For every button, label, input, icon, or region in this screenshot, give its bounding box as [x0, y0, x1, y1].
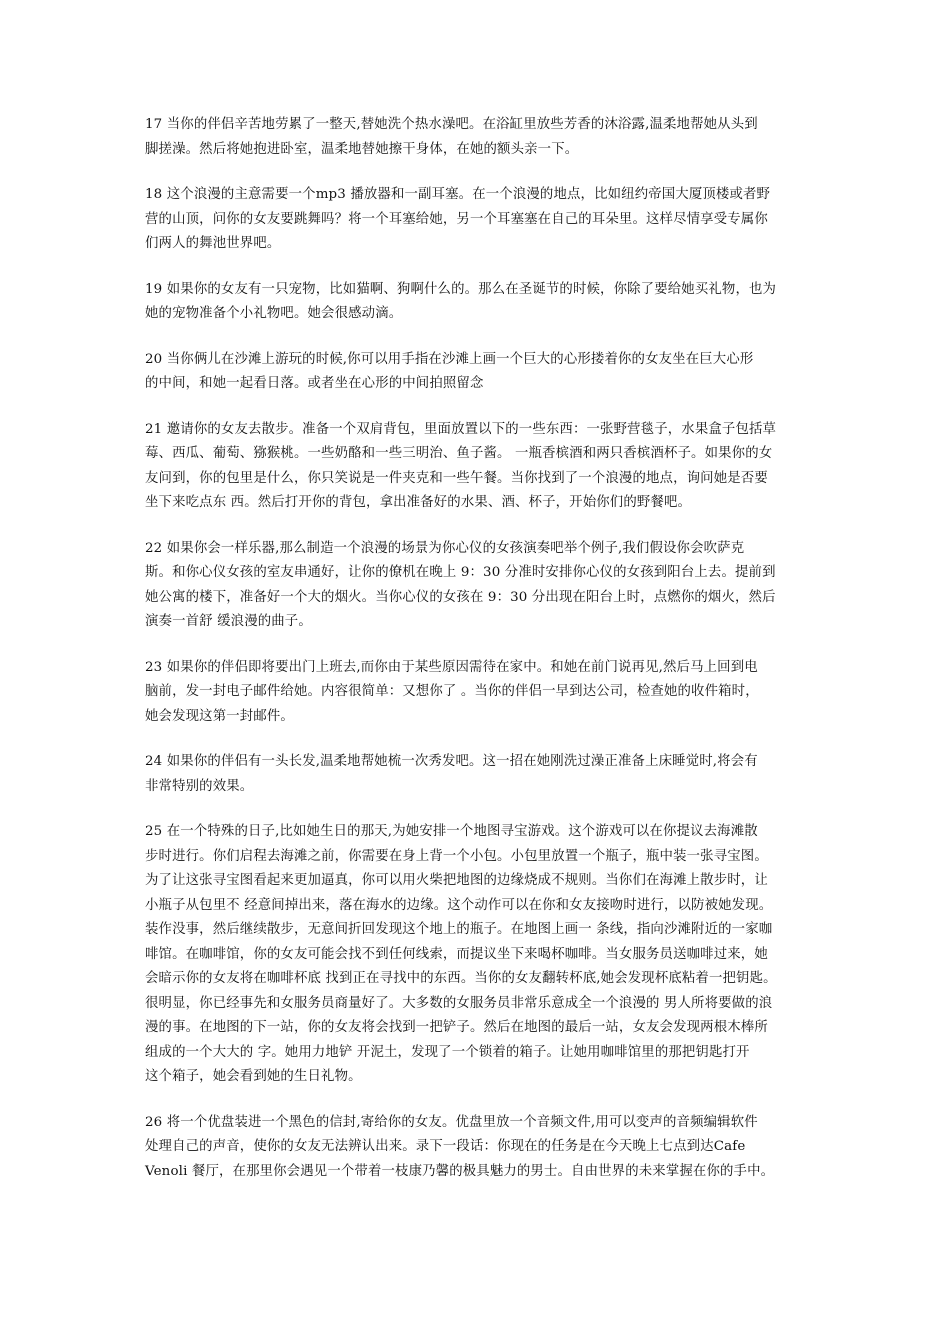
paragraph-21 [145, 418, 835, 516]
text-line: 营的山顶，问你的女友要跳舞吗？将一个耳塞给她，另一个耳塞塞在自己的耳朵里。这样尽情享受专属你 [145, 211, 768, 227]
text-line: 啡馆。在咖啡馆，你的女友可能会找不到任何线索，而提议坐下来喝杯咖啡。当女服务员送咖啡过来，她 [145, 946, 768, 962]
text-line: 装作没事，然后继续散步，无意间折回发现这个地上的瓶子。在地图上画一 条线，指向沙滩附近的一家咖 [145, 922, 773, 937]
text-line: 22 如果你会一样乐器,那么制造一个浪漫的场景为你心仪的女孩演奏吧举个例子,我们假设你会吹萨克 [145, 540, 745, 556]
text-line: 她的宠物准备个小礼物吧。她会很感动滴。 [145, 306, 403, 321]
text-line: 的中间，和她一起看日落。或者坐在心形的中间拍照留念 [145, 376, 484, 391]
text-line: 20 当你俩儿在沙滩上游玩的时候,你可以用手指在沙滩上画一个巨大的心形搂着你的女友坐在巨大心形 [145, 351, 754, 367]
document-body [145, 113, 835, 1205]
text-line: 19 如果你的女友有一只宠物，比如猫啊、狗啊什么的。那么在圣诞节的时候，你除了要给她买礼物，也为 [145, 281, 777, 297]
text-line: 会暗示你的女友将在咖啡杯底 找到正在寻找中的东西。当你的女友翻转杯底,她会发现杯底粘着一把钥匙。 [145, 971, 777, 986]
text-line: 17 当你的伴侣辛苦地劳累了一整天,替她洗个热水澡吧。在浴缸里放些芳香的沐浴露,温柔地帮她从头到 [145, 117, 758, 132]
paragraph-26 [145, 1111, 835, 1185]
paragraph-22 [145, 537, 835, 635]
text-line: 她公寓的楼下，准备好一个大的烟火。当你心仪的女孩在 9：30 分出现在阳台上时，点燃你的烟火，然后 [145, 589, 776, 605]
paragraph-18 [145, 183, 835, 257]
paragraph-19 [145, 278, 835, 327]
paragraph-25 [145, 820, 835, 1090]
text-line: 21 邀请你的女友去散步。准备一个双肩背包，里面放置以下的一些东西：一张野营毯子，水果盒子包括草 [145, 421, 777, 437]
text-line: 莓、西瓜、葡萄、猕猴桃。一些奶酪和一些三明治、鱼子酱。 一瓶香槟酒和两只香槟酒杯子。如果你的女 [145, 446, 773, 461]
text-line: 友问到，你的包里是什么，你只笑说是一件夹克和一些午餐。当你找到了一个浪漫的地点，询问她是否要 [145, 470, 768, 486]
text-line: 26 将一个优盘装进一个黑色的信封,寄给你的女友。优盘里放一个音频文件,用可以变声的音频编辑软件 [145, 1114, 758, 1130]
text-line: 处理自己的声音，使你的女友无法辨认出来。录下一段话：你现在的任务是在今天晚上七点到达Cafe [145, 1139, 746, 1154]
text-line: 脚搓澡。然后将她抱进卧室，温柔地替她擦干身体，在她的额头亲一下。 [145, 141, 579, 157]
text-line: 们两人的舞池世界吧。 [145, 236, 281, 251]
text-line: 25 在一个特殊的日子,比如她生日的那天,为她安排一个地图寻宝游戏。这个游戏可以在你提议去海滩散 [145, 824, 758, 839]
text-line: 坐下来吃点东 西。然后打开你的背包，拿出准备好的水果、酒、杯子，开始你们的野餐吧。 [145, 495, 692, 510]
text-line: Venoli 餐厅，在那里你会遇见一个带着一枝康乃馨的极具魅力的男士。自由世界的未来掌握在你的手中。 [145, 1163, 775, 1179]
text-line: 脑前，发一封电子邮件给她。内容很简单：又想你了 。当你的伴侣一早到达公司，检查她的收件箱时， [145, 684, 759, 699]
paragraph-17 [145, 113, 835, 162]
paragraph-23 [145, 656, 835, 730]
text-line: 为了让这张寻宝图看起来更加逼真，你可以用火柴把地图的边缘烧成不规则。当你们在海滩上散步时，让 [145, 873, 768, 888]
text-line: 斯。和你心仪女孩的室友串通好，让你的僚机在晚上 9：30 分准时安排你心仪的女孩到阳台上去。提前到 [145, 565, 776, 580]
text-line: 这个箱子，她会看到她的生日礼物。 [145, 1069, 362, 1084]
text-line: 非常特别的效果。 [145, 778, 254, 794]
text-line: 18 这个浪漫的主意需要一个mp3 播放器和一副耳塞。在一个浪漫的地点，比如纽约帝国大厦顶楼或者野 [145, 187, 771, 202]
text-line: 漫的事。在地图的下一站，你的女友将会找到一把铲子。然后在地图的最后一站，女友会发现两根木棒所 [145, 1020, 768, 1035]
text-line: 她会发现这第一封邮件。 [145, 708, 294, 724]
text-line: 24 如果你的伴侣有一头长发,温柔地帮她梳一次秀发吧。这一招在她刚洗过澡正准备上床睡觉时,将会有 [145, 754, 758, 769]
paragraph-20 [145, 348, 835, 397]
text-line: 23 如果你的伴侣即将要出门上班去,而你由于某些原因需待在家中。和她在前门说再见,然后马上回到电 [145, 659, 758, 675]
text-line: 小瓶子从包里不 经意间掉出来，落在海水的边缘。这个动作可以在你和女友接吻时进行，以防被她发现。 [145, 897, 773, 913]
paragraph-24 [145, 750, 835, 799]
text-line: 演奏一首舒 缓浪漫的曲子。 [145, 614, 312, 629]
text-line: 步时进行。你们启程去海滩之前，你需要在身上背一个小包。小包里放置一个瓶子，瓶中装一张寻宝图。 [145, 848, 768, 864]
text-line: 组成的一个大大的 字。她用力地铲 开泥土，发现了一个锁着的箱子。让她用咖啡馆里的那把钥匙打开 [145, 1044, 750, 1060]
text-line: 很明显，你已经事先和女服务员商量好了。大多数的女服务员非常乐意成全一个浪漫的 男人所将要做的浪 [145, 995, 773, 1011]
